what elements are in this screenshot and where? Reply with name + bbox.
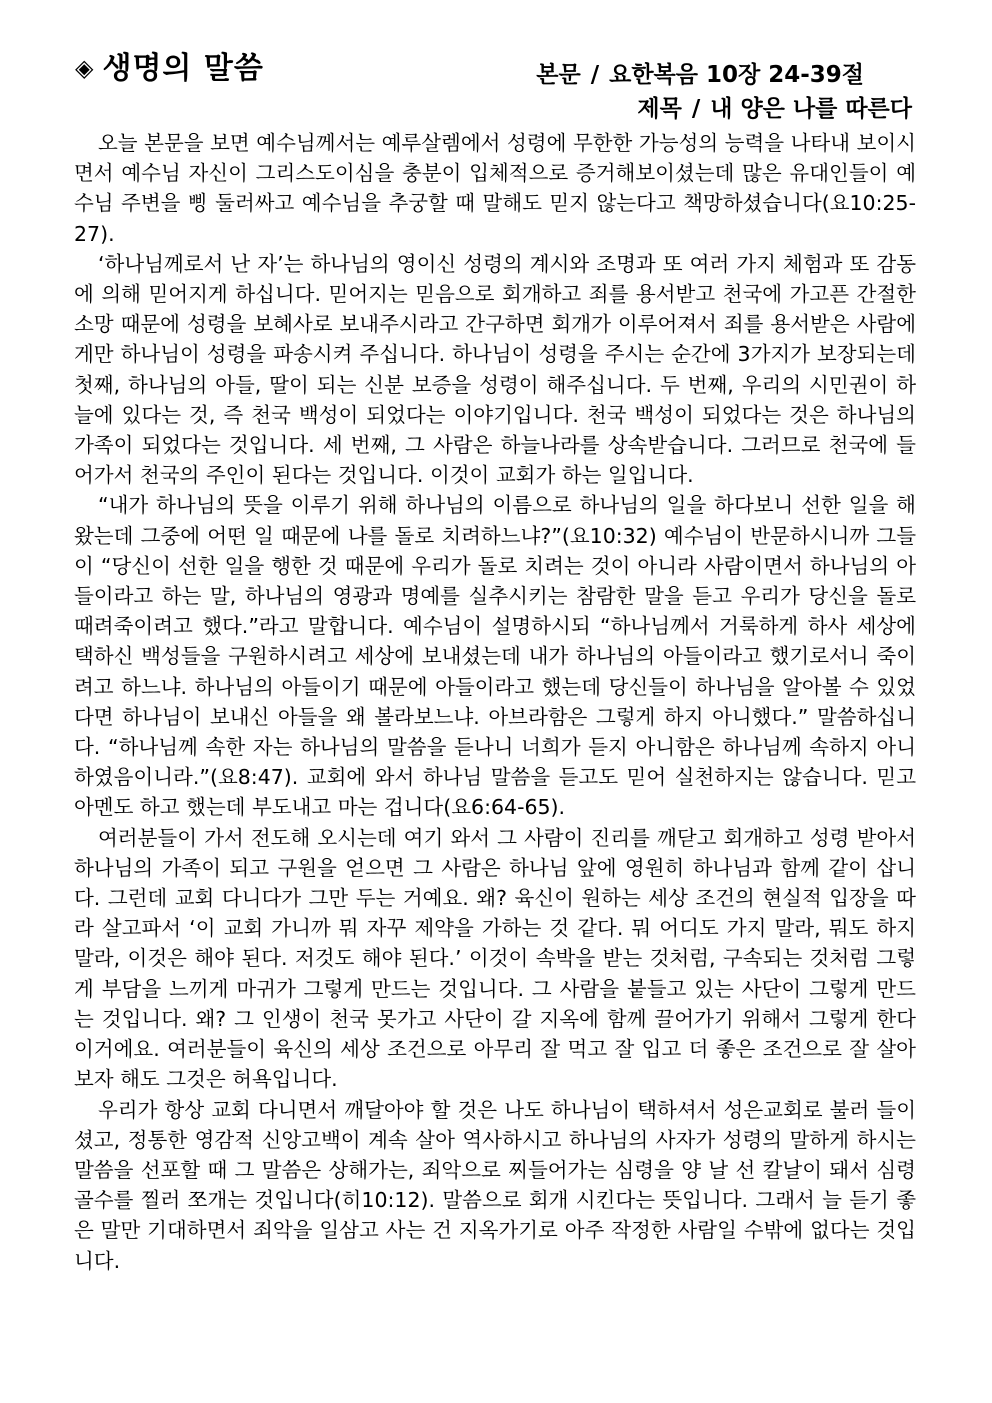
body-paragraph-5: 우리가 항상 교회 다니면서 깨달아야 할 것은 나도 하나님이 택하셔서 성은교회로 불러 들이셨고, 정통한 영감적 신앙고백이 계속 살아 역사하시고 하나님의 사자가 성령의 말하게 하시는 말씀을 선포할 때 그 말씀은 상해가는, 죄악으로 찌들어가는 심령을 양 날 선 칼날이 돼서 심령 골수를 찔러 쪼개는 것입니다(히10:12). 말씀으로 회개 시킨다는 뜻입니다. 그래서 늘 듣기 좋은 말만 기대하면서 죄악을 일삼고 사는 건 지옥가기로 아주 작정한 사람일 수밖에 없다는 것입니다. xyxy=(74,1097,916,1273)
body-paragraph-2: ‘하나님께로서 난 자’는 하나님의 영이신 성령의 계시와 조명과 또 여러 가지 체험과 또 감동에 의해 믿어지게 하십니다. 믿어지는 믿음으로 회개하고 죄를 용서받고 천국에 가고픈 간절한 소망 때문에 성령을 보혜사로 보내주시라고 간구하면 회개가 이루어져서 죄를 용서받은 사람에게만 하나님이 성령을 파송시켜 주십니다. 하나님이 성령을 주시는 순간에 3가지가 보장되는데 첫째, 하나님의 아들, 딸이 되는 신분 보증을 성령이 해주십니다. 두 번째, 우리의 시민권이 하늘에 있다는 것, 즉 천국 백성이 되었다는 이야기입니다. 천국 백성이 되었다는 것은 하나님의 가족이 되었다는 것입니다. 세 번째, 그 사람은 하늘나라를 상속받습니다. 그러므로 천국에 들어가서 천국의 주인이 된다는 것입니다. 이것이 교회가 하는 일입니다. xyxy=(74,251,916,488)
scripture-label: 본문 xyxy=(536,62,581,88)
body-paragraph-1: 오늘 본문을 보면 예수님께서는 예루살렘에서 성령에 무한한 가능성의 능력을 나타내 보이시면서 예수님 자신이 그리스도이심을 충분이 입체적으로 증거해보이셨는데 많은 유대인들이 예수님 주변을 삥 둘러싸고 예수님을 추궁할 때 말해도 믿지 않는다고 책망하셨습니다(요10:25-27). xyxy=(74,131,916,246)
subject-text: 내 양은 나를 따른다 xyxy=(710,96,912,122)
scripture-reference: 요한복음 10장 24-39절 xyxy=(609,62,864,88)
scripture-separator: / xyxy=(590,62,600,88)
sermon-title-text: 생명의 말씀 xyxy=(102,51,264,86)
sermon-body xyxy=(74,128,916,1276)
sermon-header xyxy=(0,0,992,125)
diamond-bullet-icon: ◈ xyxy=(75,54,95,82)
subject-separator: / xyxy=(691,96,701,122)
scripture-line xyxy=(536,58,864,92)
body-paragraph-3: “내가 하나님의 뜻을 이루기 위해 하나님의 이름으로 하나님의 일을 하다보니 선한 일을 해왔는데 그중에 어떤 일 때문에 나를 돌로 치려하느냐?”(요10:32) 예수님이 반문하시니까 그들이 “당신이 선한 일을 행한 것 때문에 우리가 돌로 치려는 것이 아니라 사람이면서 하나님의 아들이라고 하는 말, 하나님의 영광과 명예를 실추시키는 참람한 말을 듣고 우리가 당신을 돌로 때려죽이려고 했다.”라고 말합니다. 예수님이 설명하시되 “하나님께서 거룩하게 하사 세상에 택하신 백성들을 구원하시려고 세상에 보내셨는데 내가 하나님의 아들이라고 했기로서니 죽이려고 하느냐. 하나님의 아들이기 때문에 아들이라고 했는데 당신들이 하나님을 알아볼 수 있었다면 하나님이 보내신 아들을 왜 볼라보느냐. 아브라함은 그렇게 하지 아니했다.” 말씀하십니다. “하나님께 속한 자는 하나님의 말씀을 듣나니 너희가 듣지 아니함은 하나님께 속하지 아니하였음이니라.”(요8:47). 교회에 와서 하나님 말씀을 듣고도 믿어 실천하지는 않습니다. 믿고 아멘도 하고 했는데 부도내고 마는 겁니다(요6:64-65). xyxy=(74,493,916,820)
subject-label: 제목 xyxy=(637,96,682,122)
subject-line xyxy=(536,92,912,126)
sermon-title xyxy=(75,48,264,89)
body-paragraph-4: 여러분들이 가서 전도해 오시는데 여기 와서 그 사람이 진리를 깨닫고 회개하고 성령 받아서 하나님의 가족이 되고 구원을 얻으면 그 사람은 하나님 앞에 영원히 하나님과 함께 같이 삽니다. 그런데 교회 다니다가 그만 두는 거예요. 왜? 육신이 원하는 세상 조건의 현실적 입장을 따라 살고파서 ‘이 교회 가니까 뭐 자꾸 제약을 가하는 것 같다. 뭐 어디도 가지 말라, 뭐도 하지 말라, 이것은 해야 된다. 저것도 해야 된다.’ 이것이 속박을 받는 것처럼, 구속되는 것처럼 그렇게 부담을 느끼게 마귀가 그렇게 만드는 것입니다. 그 사람을 붙들고 있는 사단이 그렇게 만드는 것입니다. 왜? 그 인생이 천국 못가고 사단이 갈 지옥에 함께 끌어가기 위해서 그렇게 한다 이거에요. 여러분들이 육신의 세상 조건으로 아무리 잘 먹고 잘 입고 더 좋은 조건으로 잘 살아보자 해도 그것은 허욕입니다. xyxy=(74,825,916,1092)
sermon-meta xyxy=(536,58,912,126)
